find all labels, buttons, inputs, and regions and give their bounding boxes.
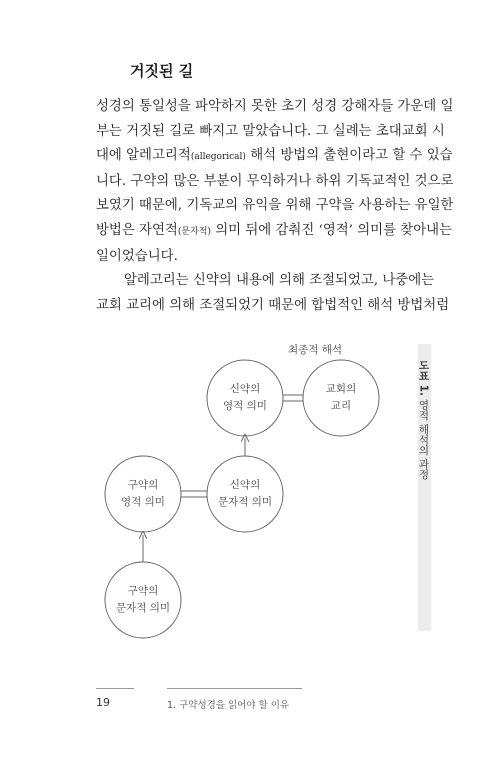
text-line: 대에 알레고리적(allegorical) 해석 방법의 출현이라고 할 수 있습 <box>96 148 453 164</box>
node-label-nt-literal: 신약의 문자적 의미 <box>217 479 273 508</box>
text-line: 교회 교리에 의해 조절되었기 때문에 합법적인 해석 방법처럼 <box>96 297 450 313</box>
page-number: 19 <box>96 696 110 709</box>
text-line: 부는 거짓된 길로 빠지고 말았습니다. 그 실례는 초대교회 시 <box>96 123 445 139</box>
text-line: 보였기 때문에, 기독교의 유익을 위해 구약을 사용하는 유일한 <box>96 198 454 214</box>
node-label-church-doctrine: 교회의 교리 <box>325 383 357 412</box>
chapter-title: 1. 구약성경을 읽어야 할 이유 <box>167 700 290 711</box>
text-line: 성경의 통일성을 파악하지 못한 초기 성경 강해자들 가운데 일 <box>96 99 454 114</box>
section-title: 거짓된 길 <box>130 62 194 80</box>
footer-rule <box>96 688 134 689</box>
figure-caption <box>417 360 432 479</box>
figure-title: 영적 해석의 과정 <box>417 399 430 480</box>
node-label-ot-spiritual: 구약의 영적 의미 <box>121 479 165 508</box>
text-line: 니다. 구약의 많은 부분이 무익하거나 하위 기독교적인 것으로 <box>96 173 454 189</box>
node-label-nt-spiritual: 신약의 영적 의미 <box>223 383 267 412</box>
text-line: 일이었습니다. <box>96 248 178 264</box>
node-label-ot-literal: 구약의 문자적 의미 <box>115 585 171 614</box>
text-line: 방법은 자연적(문자적) 의미 뒤에 감춰진 ‘영적’ 의미를 찾아내는 <box>96 222 453 238</box>
final-interpretation-caption: 최종적 해석 <box>288 344 343 356</box>
annotation-small: (문자적) <box>177 226 211 237</box>
text-line: 알레고리는 신약의 내용에 의해 조절되었고, 나중에는 <box>124 273 435 289</box>
figure-label: 도표 1. <box>417 360 430 396</box>
annotation-small: (allegorical) <box>190 152 246 163</box>
footer-rule <box>167 688 302 689</box>
